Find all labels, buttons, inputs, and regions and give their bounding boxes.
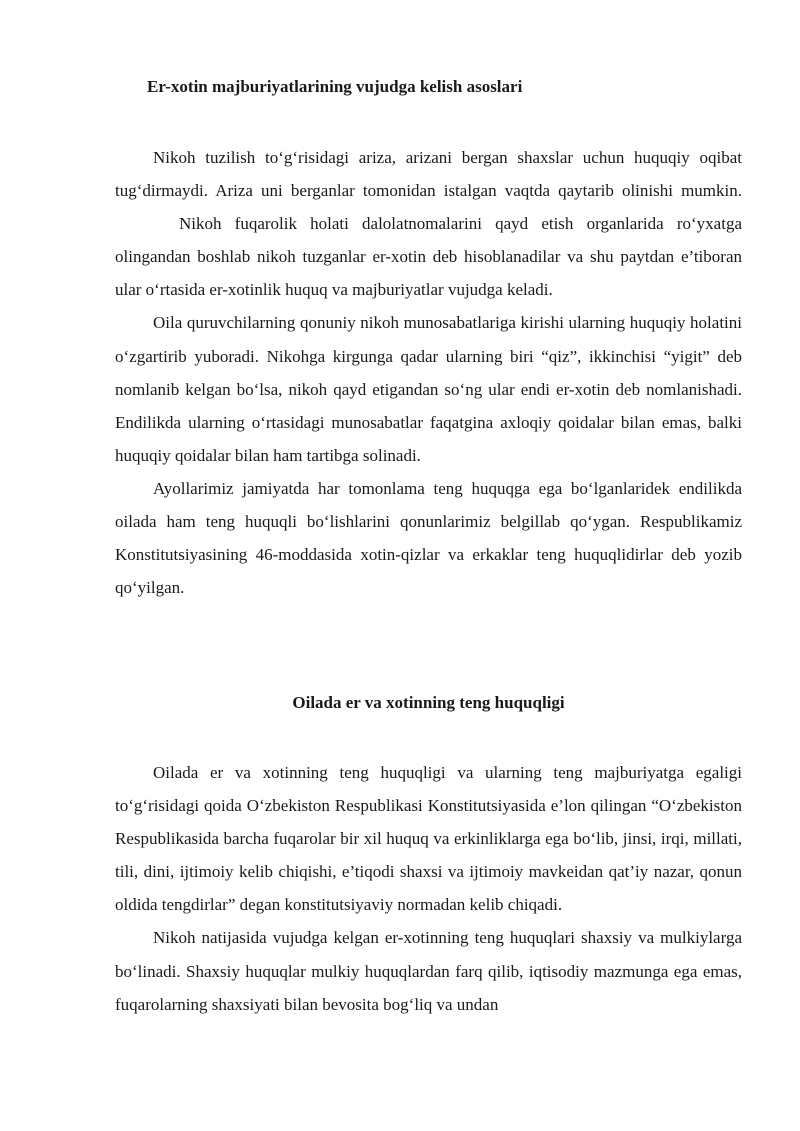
paragraph: Oila quruvchilarning qonuniy nikoh munosabatlariga kirishi ularning huquqiy holatini o‘zgartirib yuboradi. Nikohga kirgunga qadar ularning biri “qiz”, ikkinchisi “yigit” deb nomlanib kelgan bo‘lsa, nikoh qayd etigandan so‘ng ular endi er-xotin deb nomlanishadi. Endilikda ularning o‘rtasidagi munosabatlar faqatgina axloqiy qoidalar bilan emas, balki huquqiy qoidalar bilan ham tartibga solinadi.: [115, 313, 742, 465]
paragraph-text: Nikoh fuqarolik holati dalolatnomalarini qayd etish organlarida ro‘yxatga olingandan boshlab nikoh tuzganlar er-xotin deb hisoblanadilar va shu paytdan e’tiboran ular o‘rtasida er-xotinlik huquq va majburiyatlar vujudga keladi.: [115, 214, 742, 300]
paragraph: Ayollarimiz jamiyatda har tomonlama teng huquqga ega bo‘lganlaridek endilikda oilada ham teng huquqli bo‘lishlarini qonunlarimiz belgillab qo‘ygan. Respublikamiz Konstitutsiyasining 46-moddasida xotin-qizlar va erkaklar teng huquqlidirlar deb yozib qo‘yilgan.: [115, 478, 742, 598]
paragraph-text: Nikoh tuzilish to‘g‘risidagi ariza, arizani bergan shaxslar uchun huquqiy oqibat tug‘dirmaydi. Ariza uni berganlar tomonidan istalgan vaqtda qaytarib olinishi mumkin.: [115, 148, 742, 201]
section-title-obligations: Er-xotin majburiyatlarining vujudga kelish asoslari: [147, 77, 523, 96]
paragraph: [115, 141, 742, 306]
paragraph: Oilada er va xotinning teng huquqligi va ularning teng majburiyatga egaligi to‘g‘risidagi qoida O‘zbekiston Respublikasi Konstitutsiyasida e’lon qilingan “O‘zbekiston Respublikasida barcha fuqarolar bir xil huquq va erkinliklarga ega bo‘lib, jinsi, irqi, millati, tili, dini, ijtimoiy kelib chiqishi, e’tiqodi shaxsi va ijtimoiy mavkeidan qat’iy nazar, qonun oldida tengdirlar” degan konstitutsiyaviy normadan kelib chiqadi.: [115, 763, 742, 915]
paragraph: Nikoh natijasida vujudga kelgan er-xotinning teng huquqlari shaxsiy va mulkiylarga bo‘linadi. Shaxsiy huquqlar mulkiy huquqlardan farq qilib, iqtisodiy mazmunga ega emas, fuqarolarning shaxsiyati bilan bevosita bog‘liq va undan: [115, 928, 742, 1014]
section-title-equal-rights: Oilada er va xotinning teng huquqligi: [292, 693, 565, 712]
section-body-obligations: [115, 141, 742, 604]
section-body-equal-rights: [115, 756, 742, 1021]
